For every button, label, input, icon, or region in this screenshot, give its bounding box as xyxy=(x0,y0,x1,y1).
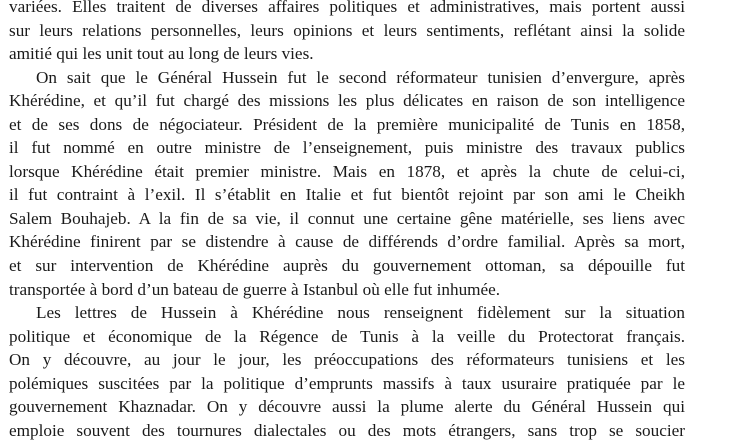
text-line: Khérédine, et qu’il fut chargé des missions les plus délicates en raison de son intelligence xyxy=(9,91,685,111)
text-line: politique et économique de la Régence de Tunis à la veille du Protectorat français. xyxy=(9,326,685,346)
text-line: transportée à bord d’un bateau de guerre à Istanbul où elle fut inhumée. xyxy=(9,279,501,299)
paragraph-3 xyxy=(9,301,685,442)
text-line: il fut contraint à l’exil. Il s’établit en Italie et fut bientôt rejoint par son ami le Cheikh xyxy=(9,185,685,205)
text-line: Les lettres de Hussein à Khérédine nous renseignent fidèlement sur la situation xyxy=(36,303,685,323)
text-line: gouvernement Khaznadar. On y découvre aussi la plume alerte du Général Hussein qui xyxy=(9,397,685,417)
text-line: polémiques suscitées par la politique d’emprunts massifs à taux usuraire pratiquée par le xyxy=(9,373,685,393)
text-line: Khérédine finirent par se distendre à cause de différends d’ordre familial. Après sa mort, xyxy=(9,232,685,252)
text-line: On sait que le Général Hussein fut le second réformateur tunisien d’envergure, après xyxy=(36,67,685,87)
document-text xyxy=(9,0,685,442)
text-line: amitié qui les unit tout au long de leurs vies. xyxy=(9,44,314,64)
text-line: lorsque Khérédine était premier ministre. Mais en 1878, et après la chute de celui-ci, xyxy=(9,161,685,181)
text-line: Salem Bouhajeb. A la fin de sa vie, il connut une certaine gêne matérielle, ses liens avec xyxy=(9,208,685,228)
text-line: sur leurs relations personnelles, leurs opinions et leurs sentiments, reflétant ainsi la solide xyxy=(9,20,685,40)
text-line: et sur intervention de Khérédine auprès du gouvernement ottoman, sa dépouille fut xyxy=(9,256,685,276)
paragraph-2 xyxy=(9,66,685,301)
text-line: et de ses dons de négociateur. Président de la première municipalité de Tunis en 1858, xyxy=(9,114,685,134)
text-line: On y découvre, au jour le jour, les préoccupations des réformateurs tunisiens et les xyxy=(9,350,685,370)
paragraph-1 xyxy=(9,0,685,66)
text-line: variées. Elles traitent de diverses affaires politiques et administratives, mais portent aussi xyxy=(9,0,685,16)
text-line: il fut nommé en outre ministre de l’enseignement, puis ministre des travaux publics xyxy=(9,138,685,158)
text-line: emploie souvent des tournures dialectales ou des mots étrangers, sans trop se soucier xyxy=(9,420,685,440)
